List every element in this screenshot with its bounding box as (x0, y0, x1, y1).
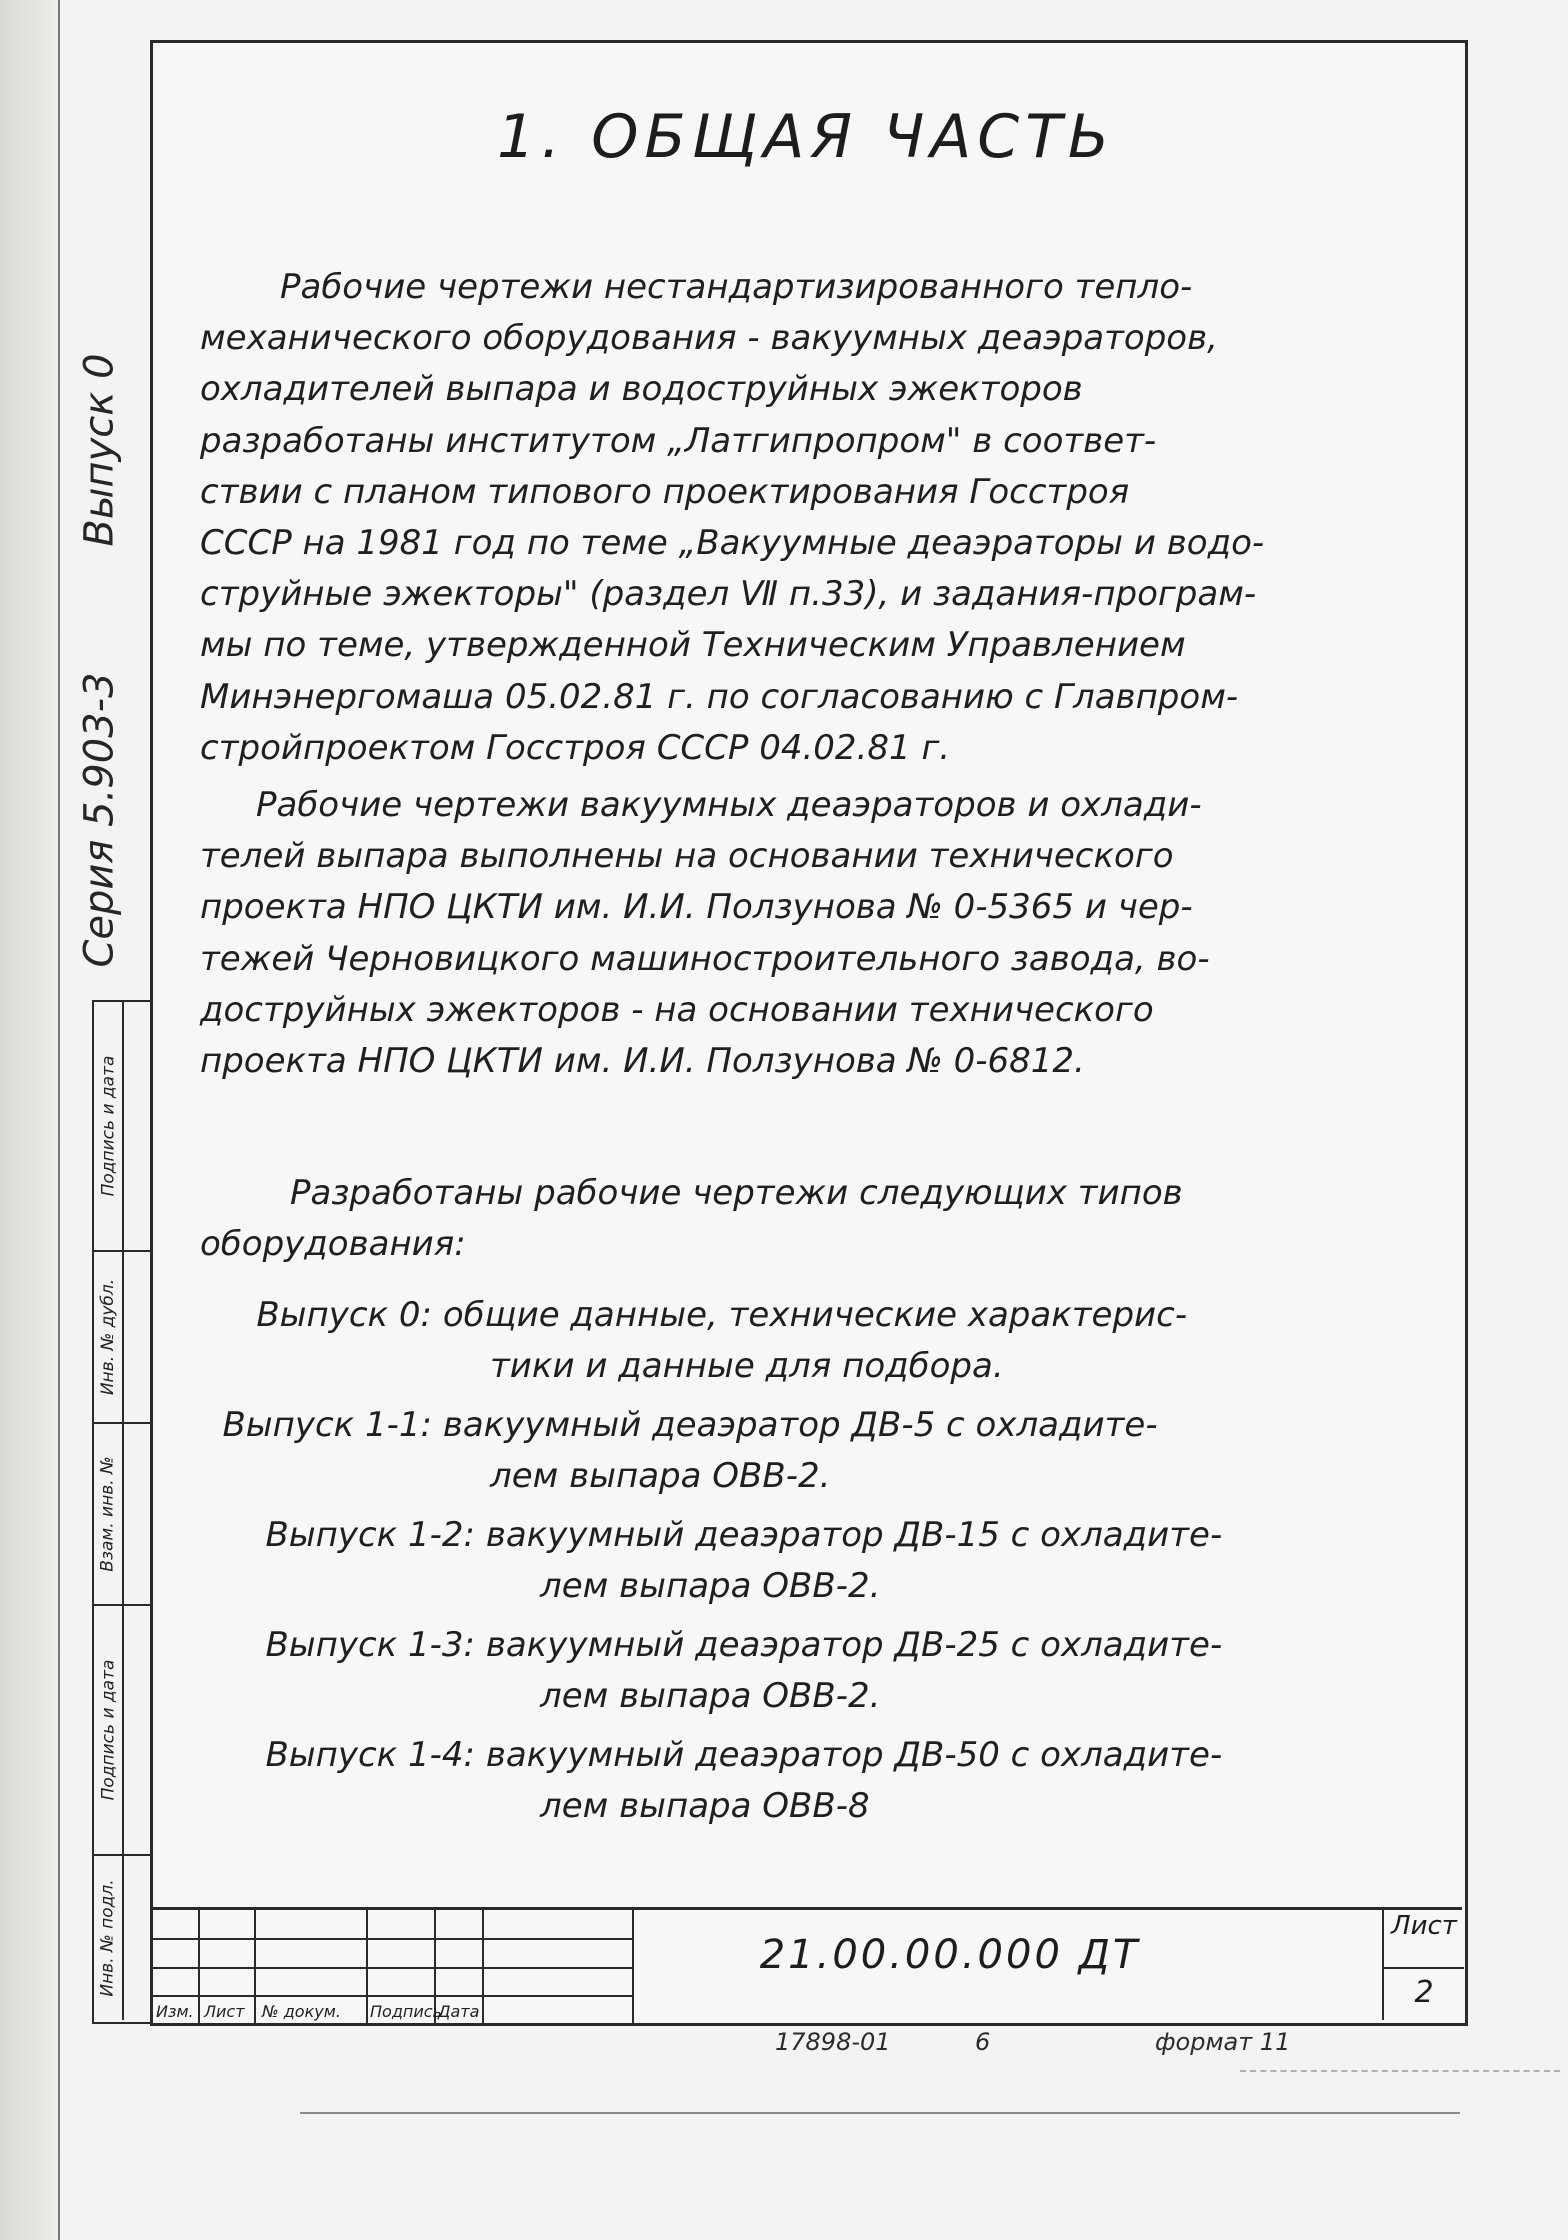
stamp-header-sheet: Лист (204, 2002, 245, 2021)
margin-label-text: Подпись и дата (98, 1055, 119, 1197)
cut-line (300, 2112, 1460, 2114)
margin-line (58, 0, 60, 2240)
margin-label (94, 1424, 124, 1604)
sheet-label: Лист (1391, 1911, 1457, 1941)
text-line: мы по теме, утвержденной Техническим Управлением (200, 625, 1186, 666)
margin-label (94, 1002, 124, 1250)
text-line: Рабочие чертежи нестандартизированного тепло- (280, 267, 1193, 307)
margin-label-text: Взам. инв. № (98, 1456, 118, 1572)
side-label-issue-text: Выпуск 0 (77, 353, 124, 547)
issue-code: Выпуск 1-1: (222, 1405, 432, 1445)
sheet-number-box (1382, 1907, 1464, 2020)
margin-table (92, 1000, 150, 2024)
margin-cell (94, 1606, 150, 1856)
issue-description: вакуумный деаэратор ДВ-15 с охладите- (485, 1515, 1223, 1555)
title-block-row-line (152, 1995, 632, 1997)
side-label-series-text: Серия 5.903-3 (77, 672, 124, 968)
issue-description-cont: лем выпара ОВВ-8 (540, 1786, 870, 1826)
margin-cell (94, 1424, 150, 1606)
text-line: ствии с планом типового проектирования Госстроя (200, 471, 1130, 512)
title-block-col-line (366, 1910, 368, 2023)
title-block-col-line (254, 1910, 256, 2023)
issue-description: вакуумный деаэратор ДВ-5 с охладите- (442, 1405, 1158, 1445)
text-line: тежей Черновицкого машиностроительного завода, во- (200, 938, 1210, 979)
margin-label-text: Подпись и дата (98, 1659, 119, 1801)
text-line: проекта НПО ЦКТИ им. И.И. Ползунова № 0-6812. (200, 1041, 1085, 1082)
issue-code: Выпуск 1-3: (265, 1625, 475, 1665)
title-block-row-line (152, 1967, 632, 1969)
text-line: телей выпара выполнены на основании технического (200, 836, 1174, 877)
text-line: стройпроектом Госстроя СССР 04.02.81 г. (200, 727, 951, 768)
scan-edge (0, 0, 58, 2240)
title-block-row-line (152, 1938, 632, 1940)
margin-cell (94, 1002, 150, 1252)
issue-description-cont: лем выпара ОВВ-2. (490, 1456, 831, 1496)
issue-description-cont: лем выпара ОВВ-2. (540, 1566, 881, 1606)
dashed-rule (1240, 2070, 1560, 2072)
issue-description: общие данные, технические характерис- (442, 1295, 1188, 1335)
issue-code: Выпуск 1-4: (265, 1735, 475, 1775)
stamp-header-change: Изм. (156, 2002, 194, 2021)
issue-description-cont: лем выпара ОВВ-2. (540, 1676, 881, 1716)
list-item (200, 1400, 1440, 1502)
margin-label (94, 1856, 124, 2020)
text-line: охладителей выпара и водоструйных эжекторов (200, 369, 1083, 410)
footer-copy-number: 6 (975, 2028, 991, 2056)
text-line: Разработаны рабочие чертежи следующих типов (290, 1173, 1183, 1213)
margin-label-text: Инв. № подл. (98, 1879, 119, 1997)
stamp-header-date: Дата (438, 2002, 480, 2021)
issue-code: Выпуск 1-2: (265, 1515, 475, 1555)
title-block-col-line (198, 1910, 200, 2023)
list-item (200, 1730, 1440, 1832)
list-item (200, 1620, 1440, 1722)
issue-code: Выпуск 0: (256, 1295, 432, 1335)
text-line: оборудования: (200, 1224, 466, 1265)
text-line: струйные эжекторы" (раздел Ⅶ п.33), и задания-програм- (200, 574, 1257, 615)
paragraph-1 (200, 262, 1415, 774)
list-item (200, 1510, 1440, 1612)
text-line: доструйных эжекторов - на основании технического (200, 989, 1154, 1030)
text-line: Минэнергомаша 05.02.81 г. по согласованию с Главпром- (200, 676, 1239, 717)
stamp-header-doc-number: № докум. (262, 2002, 341, 2021)
issue-description-cont: тики и данные для подбора. (490, 1346, 1004, 1386)
text-line: СССР на 1981 год по теме „Вакуумные деаэраторы и водо- (200, 523, 1265, 564)
footer-order-number: 17898-01 (775, 2028, 891, 2056)
text-line: Рабочие чертежи вакуумных деаэраторов и охлади- (256, 785, 1202, 825)
page-title: 1. ОБЩАЯ ЧАСТЬ (496, 102, 1116, 172)
margin-label (94, 1252, 124, 1422)
margin-cell (94, 1856, 150, 2020)
margin-cell (94, 1252, 150, 1424)
issue-description: вакуумный деаэратор ДВ-50 с охладите- (485, 1735, 1223, 1775)
margin-label (94, 1606, 124, 1854)
sheet-number: 2 (1384, 1967, 1464, 2010)
text-line: механического оборудования - вакуумных деаэраторов, (200, 318, 1218, 359)
side-label-series (70, 640, 130, 1000)
list-item (200, 1290, 1440, 1392)
side-label-issue (70, 300, 130, 600)
margin-label-text: Инв. № дубл. (98, 1278, 118, 1396)
title-block-col-line (482, 1910, 484, 2023)
title-block-col-line (632, 1910, 634, 2023)
footer-format: формат 11 (1155, 2028, 1291, 2056)
text-line: разработаны институтом „Латгипропром" в соответ- (200, 420, 1157, 461)
issue-description: вакуумный деаэратор ДВ-25 с охладите- (485, 1625, 1223, 1665)
issue-list (200, 1290, 1440, 1840)
text-line: проекта НПО ЦКТИ им. И.И. Ползунова № 0-5365 и чер- (200, 887, 1193, 928)
paragraph-2 (200, 780, 1415, 1087)
stamp-header-signature: Подпись (370, 2002, 442, 2021)
document-code: 21.00.00.000 ДТ (759, 1932, 1141, 1978)
paragraph-3 (200, 1168, 1415, 1270)
